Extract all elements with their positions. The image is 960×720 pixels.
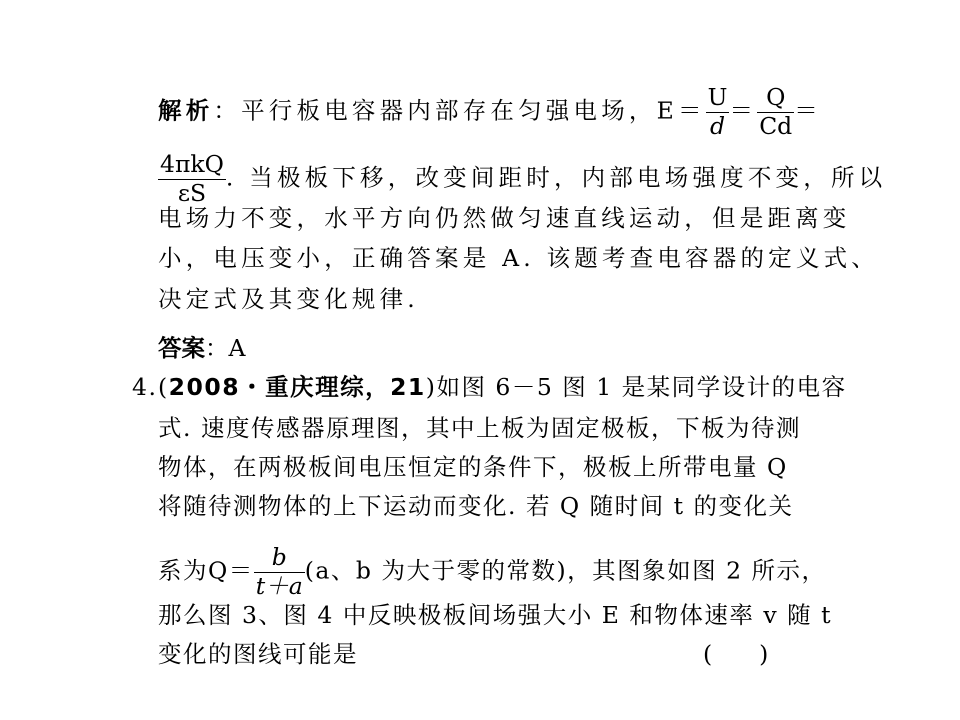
question-line-2: 式. 速度传感器原理图，其中上板为固定极板，下板为待测 [158,414,801,442]
source-close-paren: ) [425,373,437,401]
solution-text-1: 平行板电容器内部存在匀强电场， [241,96,657,125]
solution-colon: ： [213,96,242,125]
solution-label: 解析 [158,96,214,125]
question-line-4: 将随待测物体的上下运动而变化. 若 Q 随时间 t 的变化关 [158,492,794,520]
solution-line-1 [158,83,822,140]
fraction-q-over-cd [757,83,794,140]
solution-line-5: 决定式及其变化规律. [158,285,419,313]
solution-line-3: 电场力不变，水平方向仍然做匀速直线运动，但是距离变 [158,204,851,232]
question-line-1 [132,372,847,402]
question-source: 2008・重庆理综，21 [168,373,426,401]
fraction-denominator: t＋a [255,571,303,600]
answer-label: 答案 [158,334,205,362]
fraction-denominator: εS [177,178,207,207]
field-symbol-e: E [656,96,678,125]
fraction-numerator: Q [757,86,794,113]
question-line-3: 物体，在两极板间电压恒定的条件下，极板上所带电量 Q [158,453,788,481]
source-open-paren: ( [158,373,169,401]
answer-blank: ( ) [703,640,769,668]
question-text-1: 如图 6－5 图 1 是某同学设计的电容 [436,373,847,401]
answer-colon: ： [205,334,229,362]
fraction-denominator: Cd [759,111,793,140]
question-line-7 [158,639,778,669]
answer-value: A [228,334,246,362]
fraction-u-over-d [706,83,730,140]
fraction-4pikq-over-es [158,150,226,207]
answer-line [158,333,245,363]
equals-sign: ＝ [729,96,758,125]
fraction-numerator: 4πkQ [160,150,224,178]
fraction-b-over-t-plus-a [254,543,305,600]
question-number: 4. [132,373,158,401]
question-text-5-post: (a、b 为大于零的常数)，其图象如图 2 所示， [304,556,827,585]
solution-line-4: 小，电压变小，正确答案是 A. 该题考查电容器的定义式、 [158,244,879,272]
question-line-6: 那么图 3、图 4 中反映极板间场强大小 E 和物体速率 v 随 t [158,601,833,629]
solution-line-2 [158,150,887,207]
question-text-7: 变化的图线可能是 [158,640,358,668]
solution-text-2: . 当极板下移，改变间距时，内部电场强度不变，所以 [225,163,887,192]
equals-sign: ＝ [794,96,822,125]
question-line-5 [158,543,827,600]
fraction-denominator: d [710,111,726,140]
fraction-numerator: b [254,546,305,573]
equals-sign: ＝ [677,96,706,125]
question-text-5-pre: 系为Q＝ [158,556,254,585]
fraction-numerator: U [707,83,728,111]
